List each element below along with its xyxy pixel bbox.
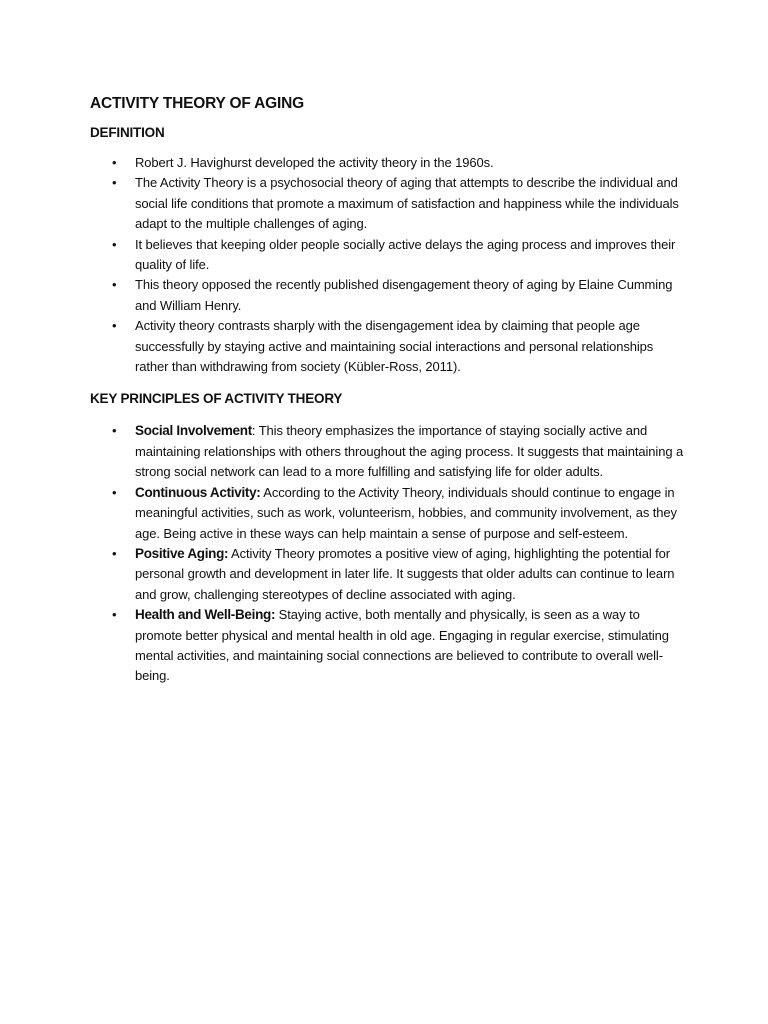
bullet-icon: •: [112, 545, 117, 561]
document-page: [90, 94, 690, 687]
principle-text: Activity Theory promotes a positive view of aging, highlighting the potential for personal growth and development in later life. It suggests that older adults can continue to learn and grow, challenging stereotypes of decline associated with aging.: [135, 545, 675, 602]
definition-item: [90, 153, 690, 173]
bullet-icon: •: [112, 277, 117, 293]
bullet-icon: •: [112, 155, 117, 170]
definition-item-text: The Activity Theory is a psychosocial theory of aging that attempts to describe the individual and social life conditions that promote a maximum of satisfaction and happiness while the individuals adapt to the multiple challenges of aging.: [135, 175, 679, 232]
bullet-icon: •: [112, 484, 117, 500]
definition-item: [90, 275, 690, 316]
principles-list: [90, 421, 690, 686]
definition-item-text: Activity theory contrasts sharply with the disengagement idea by claiming that people age successfully by staying active and maintaining social interactions and personal relationships rather than withdrawing from society (Kübler-Ross, 2011).: [135, 318, 654, 375]
principle-item: [90, 605, 690, 687]
definition-heading: DEFINITION: [90, 125, 165, 140]
principle-text: Staying active, both mentally and physically, is seen as a way to promote better physical and mental health in old age. Engaging in regular exercise, stimulating mental activities, and maintaining social connections are believed to contribute to overall well-being.: [135, 607, 669, 684]
principle-term: Social Involvement: [135, 423, 252, 439]
principle-term: Health and Well-Being:: [135, 607, 276, 623]
principle-item: [90, 421, 690, 482]
definition-item: [90, 235, 690, 276]
definition-item: [90, 173, 690, 234]
definition-item-text: Robert J. Havighurst developed the activity theory in the 1960s.: [135, 155, 494, 170]
definition-item-text: This theory opposed the recently published disengagement theory of aging by Elaine Cumming and William Henry.: [135, 277, 673, 313]
principle-term: Continuous Activity:: [135, 484, 261, 500]
bullet-icon: •: [112, 236, 117, 252]
principles-heading: KEY PRINCIPLES OF ACTIVITY THEORY: [90, 391, 343, 407]
document-title: ACTIVITY THEORY OF AGING: [90, 95, 304, 112]
definition-item: [90, 316, 690, 377]
principle-term: Positive Aging:: [135, 545, 229, 561]
principle-item: [90, 544, 690, 605]
principle-item: [90, 483, 690, 544]
bullet-icon: •: [112, 175, 117, 191]
definition-list: [90, 153, 690, 377]
principle-text: According to the Activity Theory, individuals should continue to engage in meaningful activities, such as work, volunteerism, hobbies, and community involvement, as they age. Being active in these ways can help maintain a sense of purpose and self-esteem.: [135, 484, 677, 541]
bullet-icon: •: [112, 423, 117, 439]
bullet-icon: •: [112, 318, 117, 334]
bullet-icon: •: [112, 607, 117, 623]
definition-item-text: It believes that keeping older people socially active delays the aging process and improves their quality of life.: [135, 236, 676, 273]
principle-text: : This theory emphasizes the importance of staying socially active and maintaining relationships with others throughout the aging process. It suggests that maintaining a strong social network can lead to a more fulfilling and satisfying life for older adults.: [135, 423, 684, 480]
